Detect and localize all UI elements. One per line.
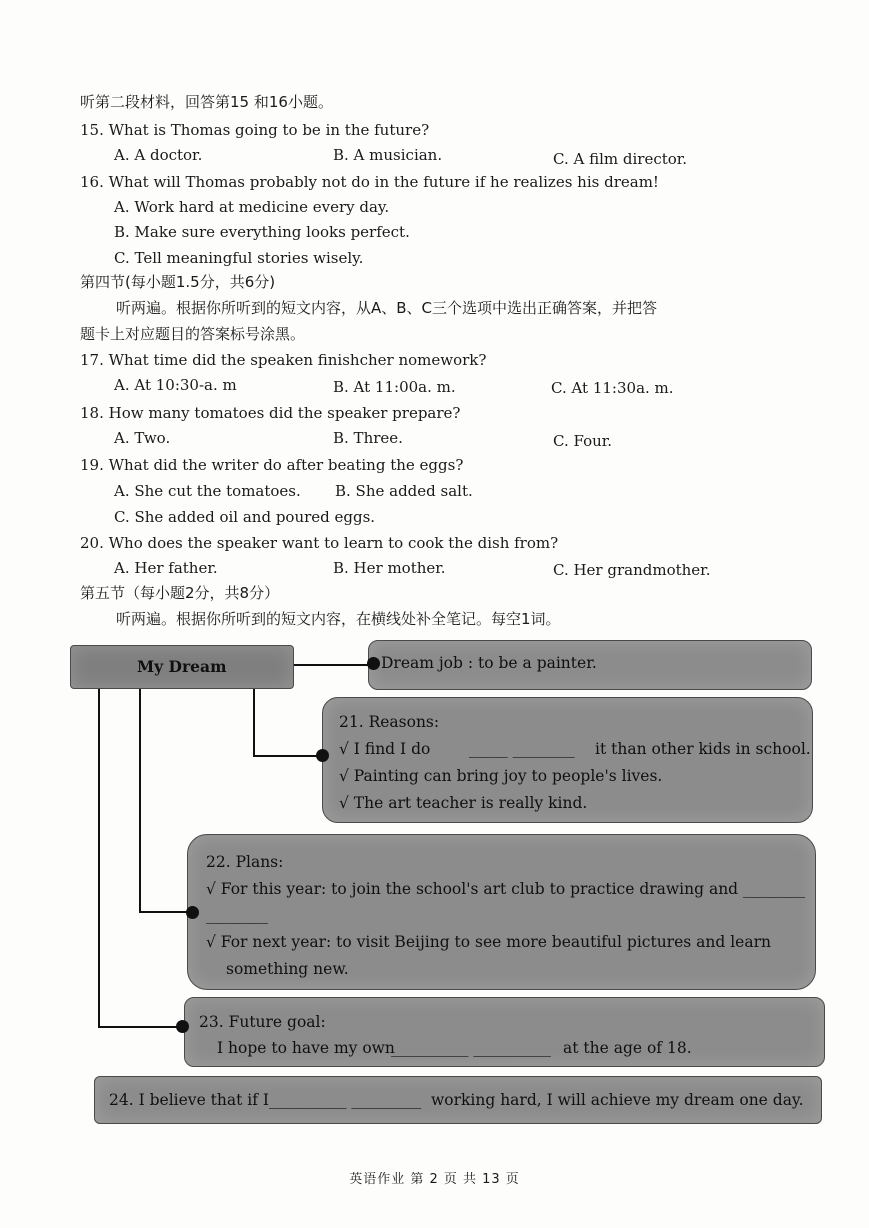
bullet-dot-plans [186,906,199,919]
belief-start: 24. I believe that if I [109,1091,270,1109]
reason-2: √ Painting can bring joy to people's lives. [339,767,663,785]
q17-option-b: B. At 11:00a. m. [333,378,456,396]
dream-job-box [368,640,812,690]
section5-instruction: 听两遍。根据你所听到的短文内容，在横线处补全笔记。每空1词。 [116,610,561,628]
goal-start: I hope to have my own [217,1039,395,1057]
bullet-dot-job [367,657,380,670]
q16-option-a: A. Work hard at medicine every day. [114,198,390,216]
q15-option-b: B. A musician. [333,146,443,164]
q18-option-c: C. Four. [553,432,613,450]
my-dream-box [70,645,294,689]
question-20: 20. Who does the speaker want to learn to cook the dish from? [80,534,559,552]
connector-plans [139,688,141,912]
q20-option-a: A. Her father. [114,559,218,577]
connector-reasons-h [253,755,323,757]
question-17: 17. What time did the speaken finishcher nomework? [80,351,487,369]
plan-next-year: √ For next year: to visit Beijing to see more beautiful pictures and learn [206,933,771,951]
question-16: 16. What will Thomas probably not do in the future if he realizes his dream! [80,173,659,191]
q16-option-b: B. Make sure everything looks perfect. [114,223,410,241]
bullet-dot-reasons [316,749,329,762]
section4-instruction-line1: 听两遍。根据你所听到的短文内容，从A、B、C三个选项中选出正确答案，并把答 [116,299,658,317]
reasons-title: 21. Reasons: [339,713,440,731]
q15-option-a: A. A doctor. [114,146,203,164]
plans-title: 22. Plans: [206,853,284,871]
plans-box [187,834,816,990]
q17-option-a: A. At 10:30-a. m [114,376,237,394]
question-18: 18. How many tomatoes did the speaker prepare? [80,404,461,422]
reason-3: √ The art teacher is really kind. [339,794,588,812]
connector-goal [98,688,100,1028]
answer-blank-23: __________ __________ [391,1039,551,1057]
page-footer: 英语作业 第 2 页 共 13 页 [349,1172,520,1187]
answer-blank-22: ________ [206,906,268,924]
q16-option-c: C. Tell meaningful stories wisely. [114,249,364,267]
q19-option-a: A. She cut the tomatoes. [114,482,301,500]
q17-option-c: C. At 11:30a. m. [551,379,674,397]
goal-title: 23. Future goal: [199,1013,326,1031]
my-dream-title: My Dream [137,657,227,676]
plan-this-year: √ For this year: to join the school's art club to practice drawing and ________ [206,880,806,898]
question-19: 19. What did the writer do after beating the eggs? [80,456,464,474]
section4-instruction-line2: 题卡上对应题目的答案标号涂黑。 [80,325,306,343]
q18-option-b: B. Three. [333,429,403,447]
section5-heading: 第五节（每小题2分，共8分） [80,584,280,602]
connector-job [293,664,373,666]
q15-option-c: C. A film director. [553,150,688,168]
plan-next-year-cont: something new. [226,960,349,978]
section4-heading: 第四节(每小题1.5分，共6分) [80,273,276,291]
question-15: 15. What is Thomas going to be in the future? [80,121,430,139]
goal-end: at the age of 18. [563,1039,692,1057]
future-goal-box [184,997,825,1067]
q19-option-c: C. She added oil and poured eggs. [114,508,376,526]
reason-1-end: it than other kids in school. [595,740,811,758]
section-intro: 听第二段材料，回答第15 和16小题。 [80,93,333,111]
q19-option-b: B. She added salt. [335,482,473,500]
q20-option-c: C. Her grandmother. [553,561,711,579]
dream-job-text: Dream job : to be a painter. [381,654,597,672]
bullet-dot-goal [176,1020,189,1033]
q20-option-b: B. Her mother. [333,559,446,577]
connector-plans-h [139,911,191,913]
reason-1-start: √ I find I do [339,740,431,758]
belief-box [94,1076,822,1124]
q18-option-a: A. Two. [114,429,171,447]
answer-blank-21: _____ ________ [469,740,575,758]
connector-goal-h [98,1026,180,1028]
belief-end: working hard, I will achieve my dream one day. [431,1091,804,1109]
answer-blank-24: __________ _________ [269,1091,422,1109]
reasons-box [322,697,813,823]
connector-reasons [253,688,255,756]
